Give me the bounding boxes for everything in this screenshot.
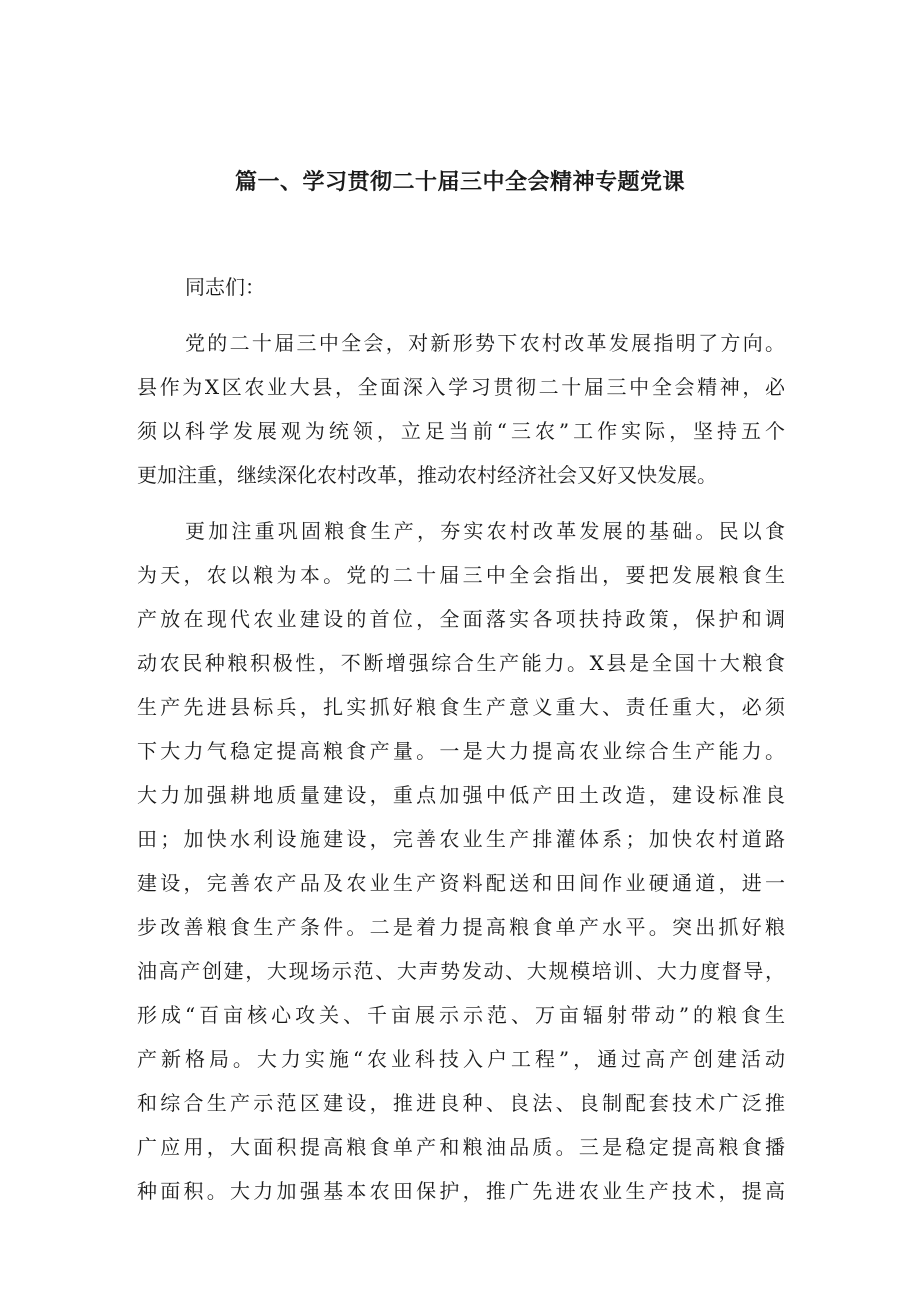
document-body [137, 265, 785, 1225]
paragraph-line: 建设，完善农产品及农业生产资料配送和田间作业硬通道，进一 [137, 871, 785, 895]
paragraph-line: 大力加强耕地质量建设，重点加强中低产田土改造，建设标准良 [137, 783, 785, 807]
paragraph-line: 和综合生产示范区建设，推进良种、良法、良制配套技术广泛推 [137, 1091, 785, 1115]
paragraph-line: 下大力气稳定提高粮食产量。一是大力提高农业综合生产能力。 [137, 739, 785, 763]
paragraph-line: 步改善粮食生产条件。二是着力提高粮食单产水平。突出抓好粮 [137, 915, 785, 939]
paragraph-line: 为天，农以粮为本。党的二十届三中全会指出，要把发展粮食生 [137, 563, 785, 587]
document-title: 篇一、学习贯彻二十届三中全会精神专题党课 [234, 170, 685, 195]
greeting: 同志们： [185, 275, 265, 299]
paragraph-line: 动农民种粮积极性，不断增强综合生产能力。X县是全国十大粮食 [137, 651, 785, 675]
paragraph-line: 县作为X区农业大县，全面深入学习贯彻二十届三中全会精神，必 [137, 375, 785, 399]
paragraph-line: 更加注重，继续深化农村改革，推动农村经济社会又好又快发展。 [137, 463, 717, 487]
paragraph-line: 更加注重巩固粮食生产，夯实农村改革发展的基础。民以食 [185, 519, 785, 543]
paragraph [137, 321, 785, 497]
paragraph-line: 须以科学发展观为统领，立足当前“三农”工作实际，坚持五个 [137, 419, 785, 443]
paragraph [137, 509, 785, 1213]
paragraph-line: 形成“百亩核心攻关、千亩展示示范、万亩辐射带动”的粮食生 [137, 1003, 785, 1027]
paragraph-line: 田；加快水利设施建设，完善农业生产排灌体系；加快农村道路 [137, 827, 785, 851]
paragraph-line: 种面积。大力加强基本农田保护，推广先进农业生产技术，提高 [137, 1179, 785, 1203]
paragraph-line: 产放在现代农业建设的首位，全面落实各项扶持政策，保护和调 [137, 607, 785, 631]
paragraph-line: 广应用，大面积提高粮食单产和粮油品质。三是稳定提高粮食播 [137, 1135, 785, 1159]
paragraph-line: 党的二十届三中全会，对新形势下农村改革发展指明了方向。 [185, 331, 785, 355]
paragraph-line: 生产先进县标兵，扎实抓好粮食生产意义重大、责任重大，必须 [137, 695, 785, 719]
paragraph-line: 油高产创建，大现场示范、大声势发动、大规模培训、大力度督导， [137, 959, 785, 983]
paragraph-line: 产新格局。大力实施“农业科技入户工程”，通过高产创建活动 [137, 1047, 785, 1071]
